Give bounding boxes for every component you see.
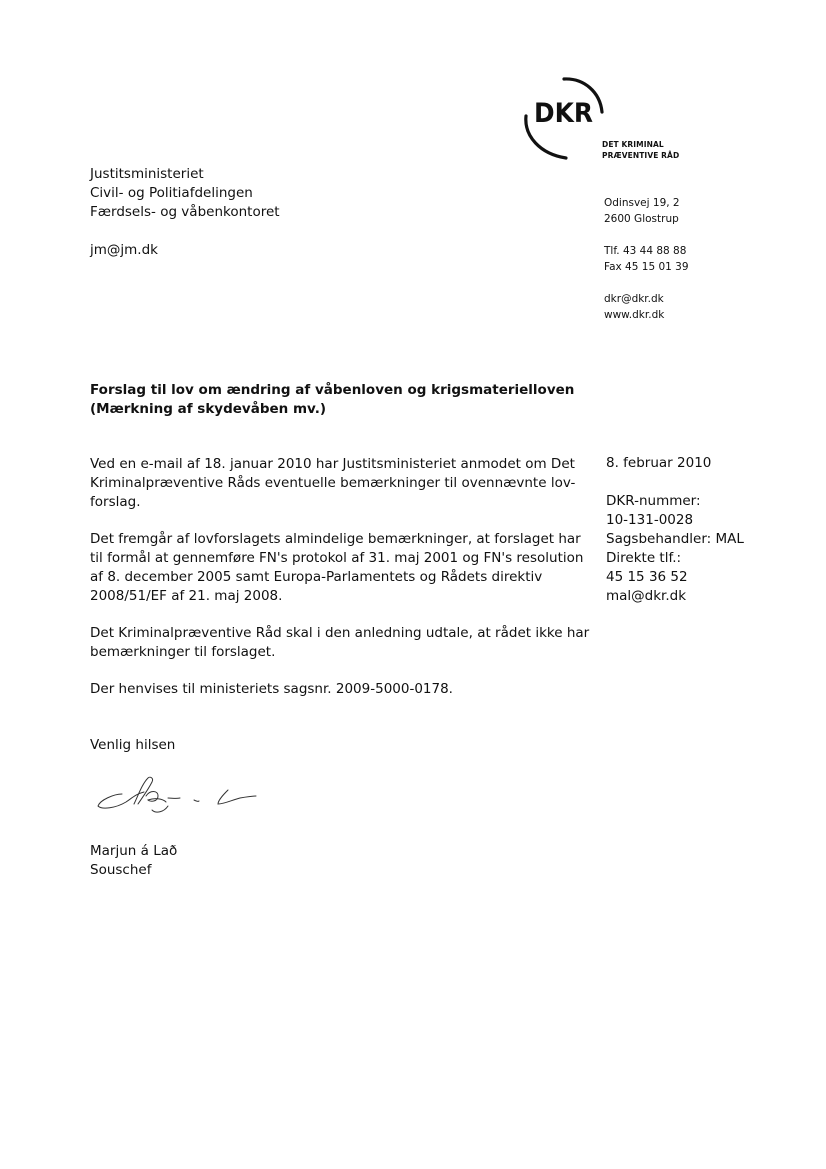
sender-address-line-2: 2600 Glostrup <box>604 213 679 225</box>
sender-email: dkr@dkr.dk <box>604 293 664 305</box>
body-paragraph-1: Ved en e-mail af 18. januar 2010 har Justitsministeriet anmodet om Det Kriminalpræventive Råds eventuelle bemærkninger til ovennævnte lov- forslag. <box>90 456 576 510</box>
direct-phone-label: Direkte tlf.: <box>606 550 682 566</box>
body-paragraph-3: Det Kriminalpræventive Råd skal i den anledning udtale, at rådet ikke har bemærkninger til forslaget. <box>90 625 590 660</box>
logo-subtitle-line-2: PRÆVENTIVE RÅD <box>602 151 680 160</box>
sender-address-block <box>604 195 689 323</box>
recipient-address <box>90 165 280 222</box>
closing-greeting: Venlig hilsen <box>90 737 176 753</box>
logo-wordmark: DKR <box>534 98 593 129</box>
dkr-number: 10-131-0028 <box>606 512 694 528</box>
body-paragraph-4: Der henvises til ministeriets sagsnr. 2009-5000-0178. <box>90 681 453 697</box>
dkr-number-label: DKR-nummer: <box>606 493 701 509</box>
handler-email: mal@dkr.dk <box>606 588 687 604</box>
recipient-line-3: Færdsels- og våbenkontoret <box>90 204 280 220</box>
signer-title: Souschef <box>90 862 152 878</box>
handwritten-signature <box>92 772 262 818</box>
dkr-logo <box>510 72 680 172</box>
sender-fax: Fax 45 15 01 39 <box>604 261 689 273</box>
subject-line-2: (Mærkning af skydevåben mv.) <box>90 401 327 417</box>
logo-subtitle <box>602 139 679 161</box>
body-paragraph-2: Det fremgår af lovforslagets almindelige bemærkninger, at forslaget har til formål at gennemføre FN's protokol af 31. maj 2001 og FN's resolution af 8. december 2005 samt Europa-Parlamentets og Rådets direktiv 2008/51/EF af 21. maj 2008. <box>90 531 584 604</box>
recipient-email: jm@jm.dk <box>90 242 158 258</box>
case-handler: Sagsbehandler: MAL <box>606 531 744 547</box>
signer-block <box>90 842 590 880</box>
letter-meta <box>606 454 744 606</box>
recipient-line-2: Civil- og Politiafdelingen <box>90 185 253 201</box>
signer-name: Marjun á Lað <box>90 843 178 859</box>
letter-date: 8. februar 2010 <box>606 455 712 471</box>
direct-phone: 45 15 36 52 <box>606 569 688 585</box>
sender-address-line-1: Odinsvej 19, 2 <box>604 197 680 209</box>
sender-phone: Tlf. 43 44 88 88 <box>604 245 687 257</box>
recipient-line-1: Justitsministeriet <box>90 166 204 182</box>
subject-line-1: Forslag til lov om ændring af våbenloven og krigsmaterielloven <box>90 382 575 398</box>
logo-subtitle-line-1: DET KRIMINAL <box>602 140 664 149</box>
sender-website: www.dkr.dk <box>604 309 665 321</box>
letter-subject <box>90 381 590 419</box>
